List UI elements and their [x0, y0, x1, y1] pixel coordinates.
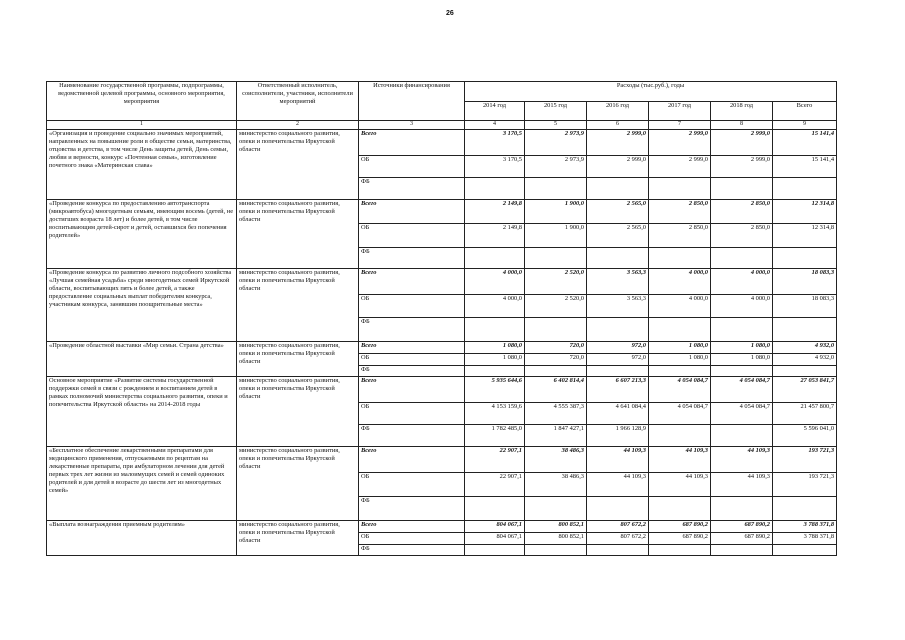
value-cell [525, 496, 587, 520]
value-cell: 1 900,0 [525, 223, 587, 247]
source-cell: ОБ [359, 155, 465, 177]
header-source: Источники финансирования [359, 82, 465, 121]
value-cell [525, 365, 587, 376]
value-cell: 3 788 371,8 [773, 520, 837, 532]
value-cell: 21 457 800,7 [773, 402, 837, 424]
value-cell: 1 782 485,0 [465, 424, 525, 446]
source-cell: Всего [359, 520, 465, 532]
value-cell [649, 247, 711, 268]
table-row [47, 376, 837, 402]
value-cell: 2 565,0 [587, 223, 649, 247]
value-cell: 800 852,1 [525, 520, 587, 532]
source-cell: ОБ [359, 294, 465, 317]
value-cell: 4 054 084,7 [649, 402, 711, 424]
value-cell: 687 890,2 [649, 520, 711, 532]
value-cell: 44 109,3 [587, 472, 649, 496]
value-cell [587, 177, 649, 199]
value-cell [711, 544, 773, 555]
value-cell: 4 054 084,7 [711, 402, 773, 424]
table-row [47, 520, 837, 532]
value-cell: 12 314,8 [773, 223, 837, 247]
table-row [47, 199, 837, 223]
source-cell: Всего [359, 446, 465, 472]
header-expenses: Расходы (тыс.руб.), годы [465, 82, 837, 102]
header-year: 2018 год [711, 102, 773, 121]
measure-name: Основное мероприятие «Развитие системы государственной поддержки семей в связи с рождением и воспитанием детей в рамках полномочий министерства социального развития, опеки и попечительства Иркутской области» на 2014-2018 годы [47, 376, 237, 446]
value-cell: 2 850,0 [711, 199, 773, 223]
value-cell: 4 000,0 [711, 294, 773, 317]
value-cell: 4 000,0 [465, 268, 525, 294]
table-row [47, 341, 837, 353]
executor-cell: министерство социального развития, опеки и попечительства Иркутской области [237, 199, 359, 268]
value-cell: 720,0 [525, 353, 587, 365]
measure-name: «Проведение областной выставки «Мир семьи. Страна детства» [47, 341, 237, 376]
value-cell: 1 080,0 [465, 341, 525, 353]
value-cell: 2 850,0 [649, 223, 711, 247]
value-cell [773, 496, 837, 520]
value-cell [711, 496, 773, 520]
value-cell [773, 544, 837, 555]
value-cell: 2 565,0 [587, 199, 649, 223]
header-year: 2015 год [525, 102, 587, 121]
value-cell [525, 317, 587, 341]
header-total: Всего [773, 102, 837, 121]
measure-name: «Выплата вознаграждения приемным родителям» [47, 520, 237, 555]
value-cell [465, 496, 525, 520]
value-cell [525, 544, 587, 555]
source-cell: Всего [359, 341, 465, 353]
measure-name: «Бесплатное обеспечение лекарственными препаратами для медицинского применения, отпускаемыми по рецептам на лекарственные препараты, при амбулаторном лечении для детей первых трех лет жизни из малоимущих семей и семей одиноких родителей и для детей в возрасте до шести лет из многодетных семей» [47, 446, 237, 520]
source-cell: ОБ [359, 402, 465, 424]
header-year: 2014 год [465, 102, 525, 121]
source-cell: ФБ [359, 177, 465, 199]
value-cell: 2 999,0 [649, 129, 711, 155]
value-cell [465, 177, 525, 199]
value-cell: 193 721,3 [773, 472, 837, 496]
value-cell: 2 999,0 [587, 155, 649, 177]
header-name: Наименование государственной программы, подпрограммы, ведомственной целевой программы, основного мероприятия, мероприятия [47, 82, 237, 121]
value-cell: 5 935 644,6 [465, 376, 525, 402]
value-cell: 38 486,3 [525, 446, 587, 472]
value-cell: 807 672,2 [587, 532, 649, 544]
value-cell [773, 177, 837, 199]
value-cell [711, 424, 773, 446]
value-cell: 12 314,8 [773, 199, 837, 223]
value-cell: 4 000,0 [649, 268, 711, 294]
value-cell: 804 067,1 [465, 520, 525, 532]
value-cell: 6 607 213,3 [587, 376, 649, 402]
value-cell: 972,0 [587, 353, 649, 365]
executor-cell: министерство социального развития, опеки и попечительства Иркутской области [237, 268, 359, 341]
value-cell [587, 365, 649, 376]
index-cell: 4 [465, 121, 525, 130]
value-cell [465, 247, 525, 268]
value-cell: 2 520,0 [525, 268, 587, 294]
value-cell: 44 109,3 [649, 472, 711, 496]
value-cell [711, 177, 773, 199]
index-cell: 7 [649, 121, 711, 130]
value-cell: 4 641 084,4 [587, 402, 649, 424]
source-cell: ФБ [359, 317, 465, 341]
value-cell: 3 563,3 [587, 268, 649, 294]
value-cell: 22 907,1 [465, 472, 525, 496]
header-row [47, 82, 837, 102]
measure-name: «Проведение конкурса по предоставлению автотранспорта (микроавтобуса) многодетным семьям, имеющим восемь (детей, не достигших возраста 18 лет) и более детей, в том числе воспитывающим детей-сирот и детей, оставшихся без попечения родителей» [47, 199, 237, 268]
value-cell: 1 080,0 [649, 353, 711, 365]
value-cell: 4 054 084,7 [649, 376, 711, 402]
value-cell: 2 999,0 [711, 155, 773, 177]
value-cell [711, 317, 773, 341]
index-cell: 3 [359, 121, 465, 130]
value-cell: 44 109,3 [711, 472, 773, 496]
index-row [47, 121, 837, 130]
value-cell: 4 555 387,3 [525, 402, 587, 424]
value-cell: 4 000,0 [649, 294, 711, 317]
value-cell: 1 080,0 [711, 353, 773, 365]
value-cell: 15 141,4 [773, 129, 837, 155]
source-cell: ФБ [359, 247, 465, 268]
budget-table [46, 81, 837, 556]
value-cell: 2 999,0 [587, 129, 649, 155]
source-cell: ОБ [359, 472, 465, 496]
value-cell: 1 080,0 [649, 341, 711, 353]
value-cell: 6 402 814,4 [525, 376, 587, 402]
value-cell: 2 149,8 [465, 199, 525, 223]
value-cell [587, 247, 649, 268]
table-row [47, 446, 837, 472]
source-cell: ФБ [359, 544, 465, 555]
value-cell: 1 966 128,9 [587, 424, 649, 446]
value-cell: 2 999,0 [649, 155, 711, 177]
value-cell: 1 900,0 [525, 199, 587, 223]
value-cell: 44 109,3 [649, 446, 711, 472]
value-cell: 4 932,0 [773, 341, 837, 353]
value-cell [649, 317, 711, 341]
value-cell [649, 177, 711, 199]
value-cell: 3 788 371,8 [773, 532, 837, 544]
value-cell [711, 365, 773, 376]
value-cell: 3 170,5 [465, 129, 525, 155]
executor-cell: министерство социального развития, опеки и попечительства Иркутской области [237, 520, 359, 555]
value-cell: 2 850,0 [711, 223, 773, 247]
value-cell: 4 153 159,6 [465, 402, 525, 424]
value-cell: 3 563,3 [587, 294, 649, 317]
table-body [47, 129, 837, 555]
value-cell: 720,0 [525, 341, 587, 353]
value-cell: 2 149,8 [465, 223, 525, 247]
value-cell [649, 496, 711, 520]
header-year: 2017 год [649, 102, 711, 121]
value-cell: 2 973,9 [525, 129, 587, 155]
source-cell: ФБ [359, 496, 465, 520]
value-cell [649, 424, 711, 446]
value-cell [587, 544, 649, 555]
value-cell: 3 170,5 [465, 155, 525, 177]
value-cell: 804 067,1 [465, 532, 525, 544]
index-cell: 8 [711, 121, 773, 130]
value-cell: 5 596 041,0 [773, 424, 837, 446]
value-cell: 44 109,3 [587, 446, 649, 472]
value-cell: 2 520,0 [525, 294, 587, 317]
value-cell [711, 247, 773, 268]
value-cell [465, 365, 525, 376]
value-cell: 807 672,2 [587, 520, 649, 532]
value-cell [649, 544, 711, 555]
value-cell: 22 907,1 [465, 446, 525, 472]
source-cell: Всего [359, 376, 465, 402]
value-cell: 4 932,0 [773, 353, 837, 365]
value-cell: 4 000,0 [465, 294, 525, 317]
source-cell: ОБ [359, 353, 465, 365]
value-cell: 4 054 084,7 [711, 376, 773, 402]
index-cell: 5 [525, 121, 587, 130]
source-cell: ФБ [359, 365, 465, 376]
value-cell: 1 847 427,1 [525, 424, 587, 446]
value-cell: 687 890,2 [711, 520, 773, 532]
value-cell: 4 000,0 [711, 268, 773, 294]
source-cell: ОБ [359, 532, 465, 544]
value-cell [587, 496, 649, 520]
value-cell: 2 973,9 [525, 155, 587, 177]
value-cell [773, 317, 837, 341]
value-cell [773, 247, 837, 268]
value-cell: 2 850,0 [649, 199, 711, 223]
value-cell: 1 080,0 [465, 353, 525, 365]
index-cell: 1 [47, 121, 237, 130]
value-cell: 27 053 841,7 [773, 376, 837, 402]
value-cell [525, 177, 587, 199]
value-cell [525, 247, 587, 268]
value-cell: 800 852,1 [525, 532, 587, 544]
header-executor: Ответственный исполнитель, соисполнители, участники, исполнители мероприятий [237, 82, 359, 121]
value-cell: 18 083,3 [773, 268, 837, 294]
source-cell: Всего [359, 129, 465, 155]
value-cell: 15 141,4 [773, 155, 837, 177]
index-cell: 9 [773, 121, 837, 130]
executor-cell: министерство социального развития, опеки и попечительства Иркутской области [237, 129, 359, 199]
measure-name: «Организация и проведение социально значимых мероприятий, направленных на повышение роли в обществе семьи, материнства, отцовства и детства, в том числе День защиты детей, День семьи, любви и верности, конкурс «Почтенная семья», изготовление почетного знака «Материнская слава» [47, 129, 237, 199]
value-cell [773, 365, 837, 376]
executor-cell: министерство социального развития, опеки и попечительства Иркутской области [237, 376, 359, 446]
table-row [47, 268, 837, 294]
value-cell: 687 890,2 [711, 532, 773, 544]
table-row [47, 129, 837, 155]
value-cell: 18 083,3 [773, 294, 837, 317]
value-cell: 687 890,2 [649, 532, 711, 544]
index-cell: 6 [587, 121, 649, 130]
source-cell: Всего [359, 268, 465, 294]
page-number: 26 [446, 10, 454, 17]
value-cell [465, 544, 525, 555]
index-cell: 2 [237, 121, 359, 130]
header-year: 2016 год [587, 102, 649, 121]
value-cell [587, 317, 649, 341]
source-cell: ФБ [359, 424, 465, 446]
value-cell: 193 721,3 [773, 446, 837, 472]
value-cell: 38 486,3 [525, 472, 587, 496]
measure-name: «Проведение конкурса по развитию личного подсобного хозяйства «Лучшая семейная усадьба» среди многодетных семей Иркутской области, воспитывающих пять и более детей, а также предоставление социальных выплат победителям конкурса, участникам конкурса, занявшим поощрительные места» [47, 268, 237, 341]
value-cell: 1 080,0 [711, 341, 773, 353]
source-cell: Всего [359, 199, 465, 223]
value-cell: 2 999,0 [711, 129, 773, 155]
executor-cell: министерство социального развития, опеки и попечительства Иркутской области [237, 446, 359, 520]
value-cell [465, 317, 525, 341]
source-cell: ОБ [359, 223, 465, 247]
value-cell [649, 365, 711, 376]
value-cell: 972,0 [587, 341, 649, 353]
value-cell: 44 109,3 [711, 446, 773, 472]
executor-cell: министерство социального развития, опеки и попечительства Иркутской области [237, 341, 359, 376]
